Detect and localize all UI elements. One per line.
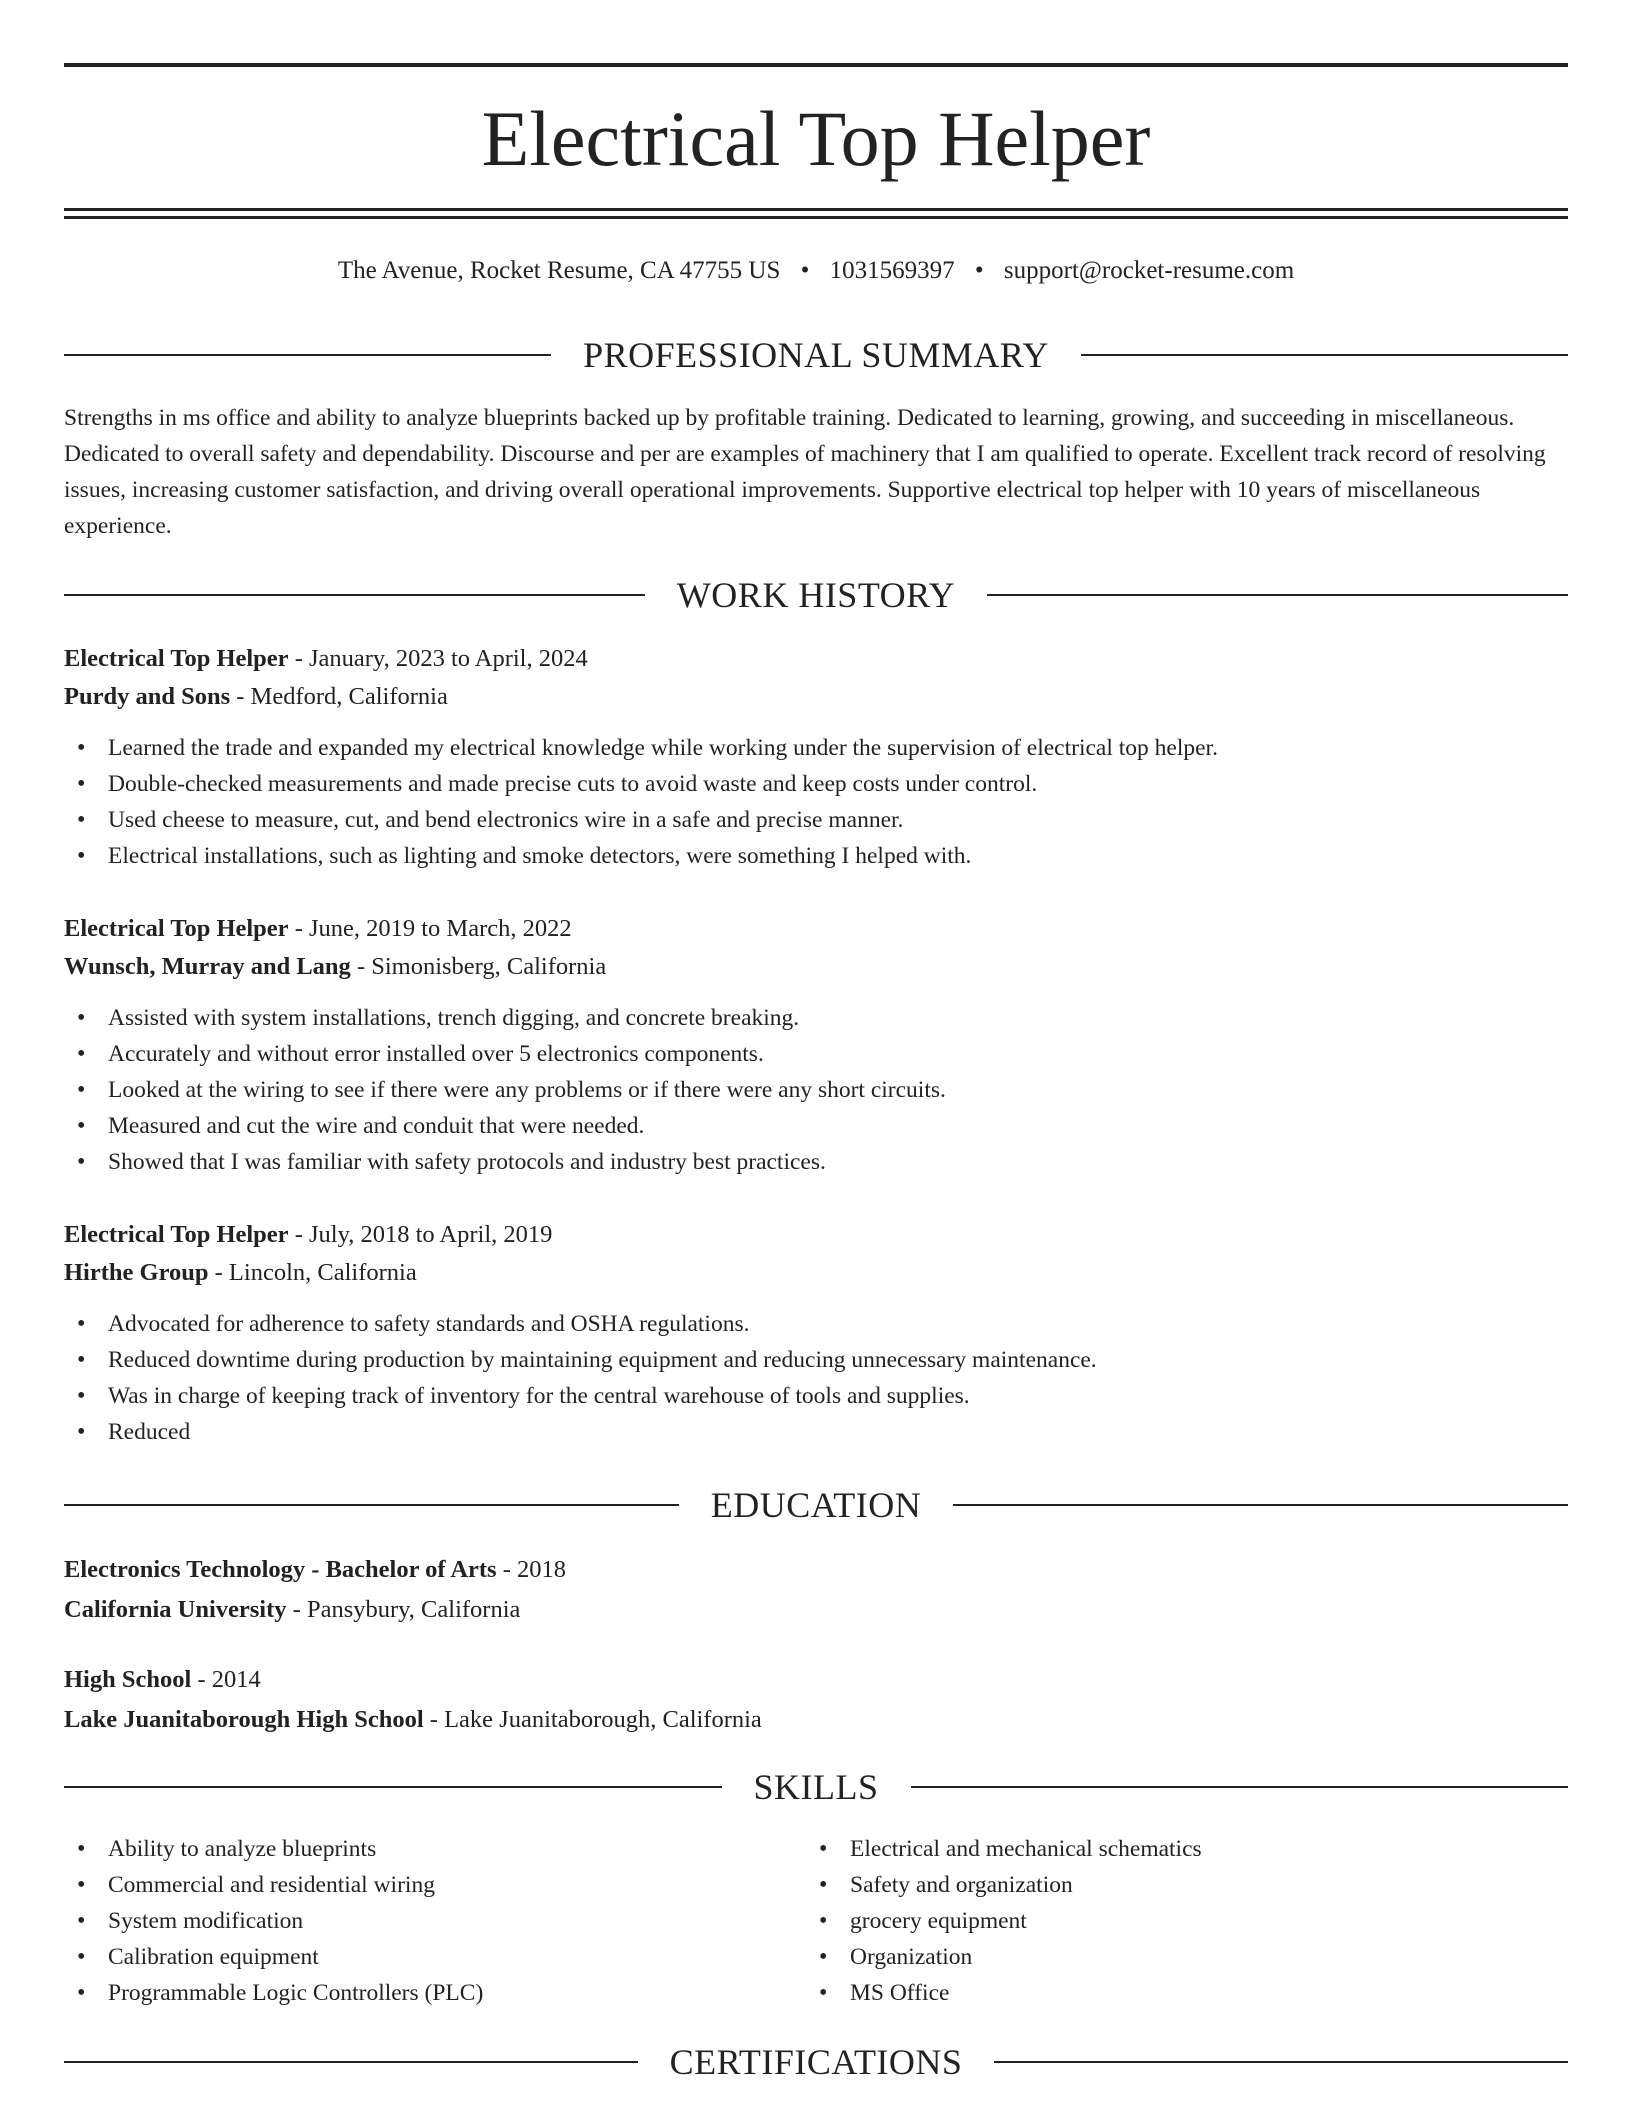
skills-list (64, 1831, 1568, 2011)
education-degree: High School (64, 1666, 192, 1693)
education-year: - 2018 (496, 1556, 567, 1583)
list-item: • System modification (64, 1903, 806, 1939)
education-entry (64, 1550, 1568, 1630)
job-dates: - January, 2023 to April, 2024 (288, 645, 588, 672)
education-location: - Pansybury, California (286, 1596, 521, 1623)
job-company: Hirthe Group (64, 1259, 209, 1286)
education-school: California University (64, 1596, 287, 1623)
section-title: SKILLS (753, 1767, 879, 1807)
job-bullets (64, 730, 1568, 874)
section-heading-summary (64, 333, 1568, 377)
list-item: • Looked at the wiring to see if there were any problems or if there were any short circuits. (64, 1072, 1568, 1108)
section-title: EDUCATION (710, 1485, 922, 1525)
job-company: Purdy and Sons (64, 683, 231, 710)
section-heading-education (64, 1483, 1568, 1527)
job-entry (64, 1216, 1568, 1450)
list-item: • grocery equipment (806, 1903, 1548, 1939)
title-rule-lower (64, 216, 1568, 219)
education-entry (64, 1660, 1568, 1740)
education-degree: Electronics Technology - Bachelor of Arts (64, 1556, 497, 1583)
job-entry (64, 910, 1568, 1180)
job-company: Wunsch, Murray and Lang (64, 953, 351, 980)
list-item: • Assisted with system installations, trench digging, and concrete breaking. (64, 1000, 1568, 1036)
job-title: Electrical Top Helper (64, 1221, 289, 1248)
list-item: • Double-checked measurements and made precise cuts to avoid waste and keep costs under control. (64, 766, 1568, 802)
list-item: • Used cheese to measure, cut, and bend electronics wire in a safe and precise manner. (64, 802, 1568, 838)
education-location: - Lake Juanitaborough, California (423, 1706, 762, 1733)
job-dates: - June, 2019 to March, 2022 (288, 915, 572, 942)
list-item: • Advocated for adherence to safety standards and OSHA regulations. (64, 1306, 1568, 1342)
list-item: • Reduced (64, 1414, 1568, 1450)
list-item: • Electrical and mechanical schematics (806, 1831, 1548, 1867)
heading-rule (911, 1786, 1569, 1788)
top-rule (64, 63, 1568, 67)
contact-phone: 1031569397 (829, 257, 955, 284)
job-entry (64, 640, 1568, 874)
job-bullets (64, 1000, 1568, 1180)
contact-address: The Avenue, Rocket Resume, CA 47755 US (337, 257, 781, 284)
heading-rule (64, 1786, 722, 1788)
list-item: • Safety and organization (806, 1867, 1548, 1903)
heading-rule (1081, 354, 1568, 356)
resume-title: Electrical Top Helper (481, 95, 1151, 182)
list-item: • Showed that I was familiar with safety protocols and industry best practices. (64, 1144, 1568, 1180)
list-item: • Reduced downtime during production by maintaining equipment and reducing unnecessary maintenance. (64, 1342, 1568, 1378)
job-title: Electrical Top Helper (64, 915, 289, 942)
list-item: • Accurately and without error installed over 5 electronics components. (64, 1036, 1568, 1072)
heading-rule (953, 1504, 1568, 1506)
section-title: PROFESSIONAL SUMMARY (583, 335, 1049, 375)
heading-rule (64, 354, 551, 356)
list-item: • MS Office (806, 1975, 1548, 2011)
list-item: • Ability to analyze blueprints (64, 1831, 806, 1867)
list-item: • Commercial and residential wiring (64, 1867, 806, 1903)
section-title: CERTIFICATIONS (669, 2042, 963, 2082)
job-title: Electrical Top Helper (64, 645, 289, 672)
heading-rule (64, 594, 645, 596)
job-location: - Medford, California (230, 683, 448, 710)
job-location: - Simonisberg, California (350, 953, 607, 980)
contact-separator: • (800, 257, 810, 284)
job-location: - Lincoln, California (208, 1259, 417, 1286)
heading-rule (64, 2061, 638, 2063)
section-title: WORK HISTORY (676, 575, 956, 615)
contact-line (64, 256, 1568, 286)
list-item: • Electrical installations, such as lighting and smoke detectors, were something I helped with. (64, 838, 1568, 874)
list-item: • Measured and cut the wire and conduit that were needed. (64, 1108, 1568, 1144)
job-bullets (64, 1306, 1568, 1450)
contact-email: support@rocket-resume.com (1003, 257, 1295, 284)
heading-rule (987, 594, 1568, 596)
summary-text: Strengths in ms office and ability to analyze blueprints backed up by profitable training. Dedicated to learning, growing, and succeeding in miscellaneous. Dedicated to overall safety and dependability. Discourse and per are examples of machinery that I am qualified to operate. Excellent track record of resolving issues, increasing customer satisfaction, and driving overall operational improvements. Supportive electrical top helper with 10 years of miscellaneous experience. (64, 405, 1546, 539)
list-item: • Was in charge of keeping track of inventory for the central warehouse of tools and supplies. (64, 1378, 1568, 1414)
list-item: • Organization (806, 1939, 1548, 1975)
education-year: - 2014 (191, 1666, 261, 1693)
list-item: • Programmable Logic Controllers (PLC) (64, 1975, 806, 2011)
section-heading-work (64, 573, 1568, 617)
title-rule-upper (64, 208, 1568, 211)
list-item: • Calibration equipment (64, 1939, 806, 1975)
job-dates: - July, 2018 to April, 2019 (288, 1221, 553, 1248)
list-item: • Learned the trade and expanded my electrical knowledge while working under the supervision of electrical top helper. (64, 730, 1568, 766)
heading-rule (64, 1504, 679, 1506)
skills-column-left (64, 1831, 806, 2011)
education-school: Lake Juanitaborough High School (64, 1706, 424, 1733)
contact-separator: • (974, 257, 984, 284)
section-heading-skills (64, 1765, 1568, 1809)
skills-column-right (806, 1831, 1548, 2011)
heading-rule (994, 2061, 1568, 2063)
section-heading-certifications (64, 2040, 1568, 2084)
